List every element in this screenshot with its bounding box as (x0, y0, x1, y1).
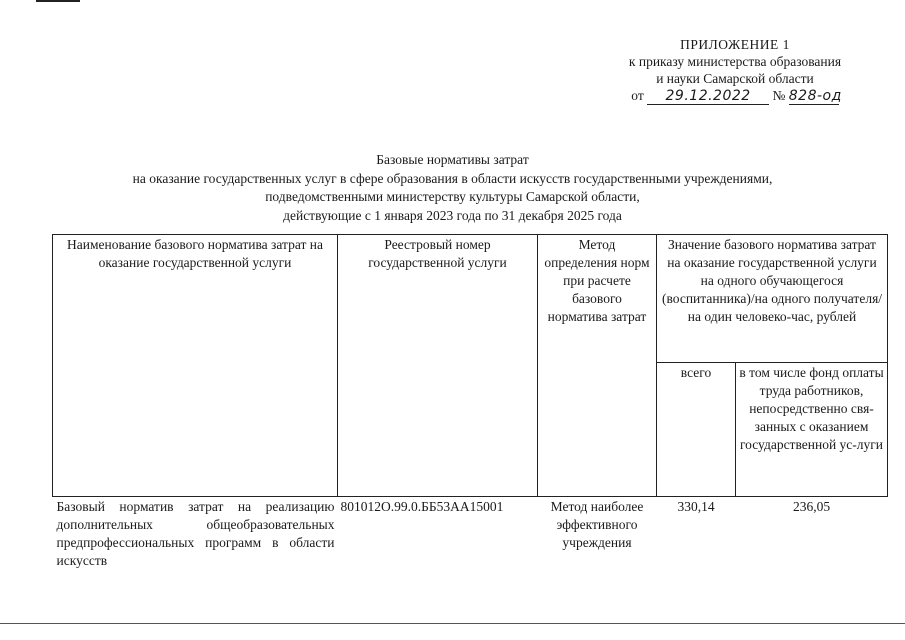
heading-line-1: Базовые нормативы затрат (376, 152, 529, 167)
header-total: всего (657, 363, 736, 497)
table-header-row (53, 235, 888, 363)
header-fund: в том числе фонд оплаты труда работников, непосредственно свя-занных с оказанием государственной ус-луги (736, 363, 888, 497)
header-value: Значение базового норматива затрат на оказание государственной услуги на одного обучающегося (воспитанника)/на одного получателя/на один человеко-час, рублей (657, 235, 888, 363)
appendix-title: ПРИЛОЖЕНИЕ 1 (680, 37, 790, 52)
row-registry: 801012О.99.0.ББ53АА15001 (340, 499, 504, 514)
norms-table (52, 234, 888, 571)
heading-line-3: подведомственными министерству культуры Самарской области, (265, 189, 640, 204)
scan-edge-mark (36, 0, 80, 2)
document-heading (40, 151, 865, 225)
header-method: Метод определения норм при расчете базового норматива затрат (538, 235, 657, 497)
appendix-line-2: и науки Самарской области (656, 71, 814, 86)
header-registry: Реестровый номер государственной услуги (338, 235, 538, 497)
table-row (53, 497, 888, 572)
number-prefix: № (772, 88, 786, 103)
row-total: 330,14 (677, 499, 715, 514)
row-fund: 236,05 (792, 499, 831, 514)
scan-bottom-edge (0, 623, 905, 624)
appendix-date-line (600, 87, 870, 105)
row-name: Базовый норматив затрат на реализацию дополнительных общеобразовательных предпрофессиональных программ в области искусств (56, 499, 335, 568)
appendix-block (600, 36, 870, 105)
heading-line-4: действующие с 1 января 2023 года по 31 декабря 2025 года (283, 207, 622, 223)
appendix-line-1: к приказу министерства образования (628, 54, 842, 69)
heading-line-2: на оказание государственных услуг в сфере образования в области искусств государственными учреждениями, (132, 170, 773, 186)
handwritten-number: 828-од (788, 88, 842, 104)
date-prefix: от (631, 88, 644, 103)
row-method: Метод наиболее эффективного учреждения (550, 499, 644, 550)
handwritten-date: 29.12.2022 (647, 89, 769, 105)
header-name: Наименование базового норматива затрат на оказание государственной услуги (53, 235, 338, 497)
